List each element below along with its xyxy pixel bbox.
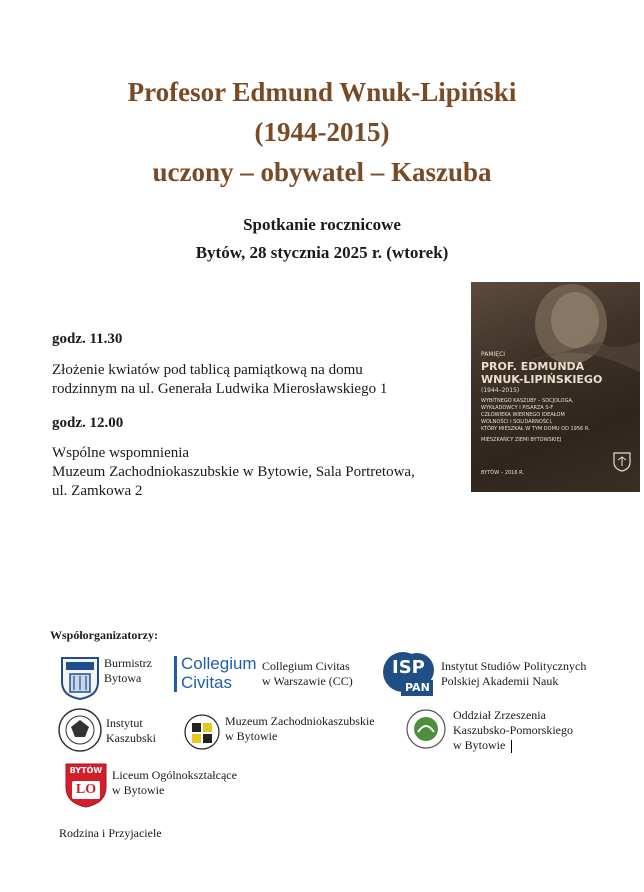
plaque-text: PROF. EDMUNDA — [481, 360, 585, 373]
organizers-heading: Współorganizatorzy: — [50, 628, 158, 642]
zkp-oddzial-logo-icon — [405, 708, 447, 750]
collegium-label: Collegium Civitas w Warszawie (CC) — [262, 659, 353, 688]
text-cursor — [511, 740, 512, 753]
plaque-body: WYBITNEGO KASZUBY – SOCJOLOGA, WYKŁADOWCY I PISARZA S-F CZŁOWIEKA WIERNEGO IDEAŁOM WOLNOŚCI I SOLIDARNOŚCI, KTÓRY MIESZKAŁ W TYM DOMU OD 1956 R. — [481, 398, 590, 432]
plaque-text: MIESZKAŃCY ZIEMI BYTOWSKIEJ — [481, 437, 562, 443]
title-line-3: uczony – obywatel – Kaszuba — [152, 157, 492, 187]
event-name: Spotkanie rocznicowe — [243, 215, 401, 234]
liceum-label: Liceum Ogólnokształcące w Bytowie — [112, 768, 237, 797]
collegium-bar — [174, 656, 177, 692]
liceum-logo-top: BYTÓW — [69, 766, 103, 775]
bytow-coat-of-arms-icon — [60, 656, 100, 700]
muzeum-logo-icon — [182, 713, 222, 751]
oddzial-label: Oddział Zrzeszenia Kaszubsko-Pomorskiego w Bytowie — [453, 708, 573, 752]
title-line-2: (1944-2015) — [254, 117, 390, 147]
plaque-crest-icon — [613, 452, 631, 472]
collegium-logo: Collegium Civitas — [181, 654, 257, 692]
instytut-kaszubski-seal-icon — [57, 707, 103, 753]
isp-label: Instytut Studiów Politycznych Polskiej Akademii Nauk — [441, 659, 587, 688]
burmistrz-label: Burmistrz Bytowa — [104, 656, 152, 685]
instytut-label: Instytut Kaszubski — [106, 716, 156, 745]
program-line: Wspólne wspomnienia — [52, 445, 190, 461]
title-line-1: Profesor Edmund Wnuk-Lipiński — [127, 77, 517, 107]
program-time-1: godz. 11.30 — [52, 331, 123, 347]
plaque-text: PAMIĘCI — [481, 351, 506, 358]
muzeum-label: Muzeum Zachodniokaszubskie w Bytowie — [225, 714, 375, 743]
plaque-text: WNUK-LIPIŃSKIEGO — [481, 373, 603, 386]
program-line: ul. Zamkowa 2 — [52, 483, 143, 499]
event-date: Bytów, 28 stycznia 2025 r. (wtorek) — [195, 243, 449, 262]
program-line: Muzeum Zachodniokaszubskie w Bytowie, Sala Portretowa, — [52, 464, 415, 480]
memorial-plaque-photo — [471, 282, 640, 492]
plaque-text: (1944–2015) — [481, 387, 520, 394]
pan-logo-text: PAN — [405, 681, 430, 694]
plaque-text: BYTÓW – 2016 R. — [481, 470, 525, 476]
program-line: rodzinnym na ul. Generała Ludwika Mierosławskiego 1 — [52, 381, 388, 397]
program-line: Złożenie kwiatów pod tablicą pamiątkową na domu — [52, 362, 363, 378]
program-time-2: godz. 12.00 — [52, 415, 124, 431]
liceum-logo-bottom: LO — [75, 782, 97, 797]
rodzina-label: Rodzina i Przyjaciele — [59, 826, 162, 840]
isp-logo-text: ISP — [392, 657, 425, 678]
